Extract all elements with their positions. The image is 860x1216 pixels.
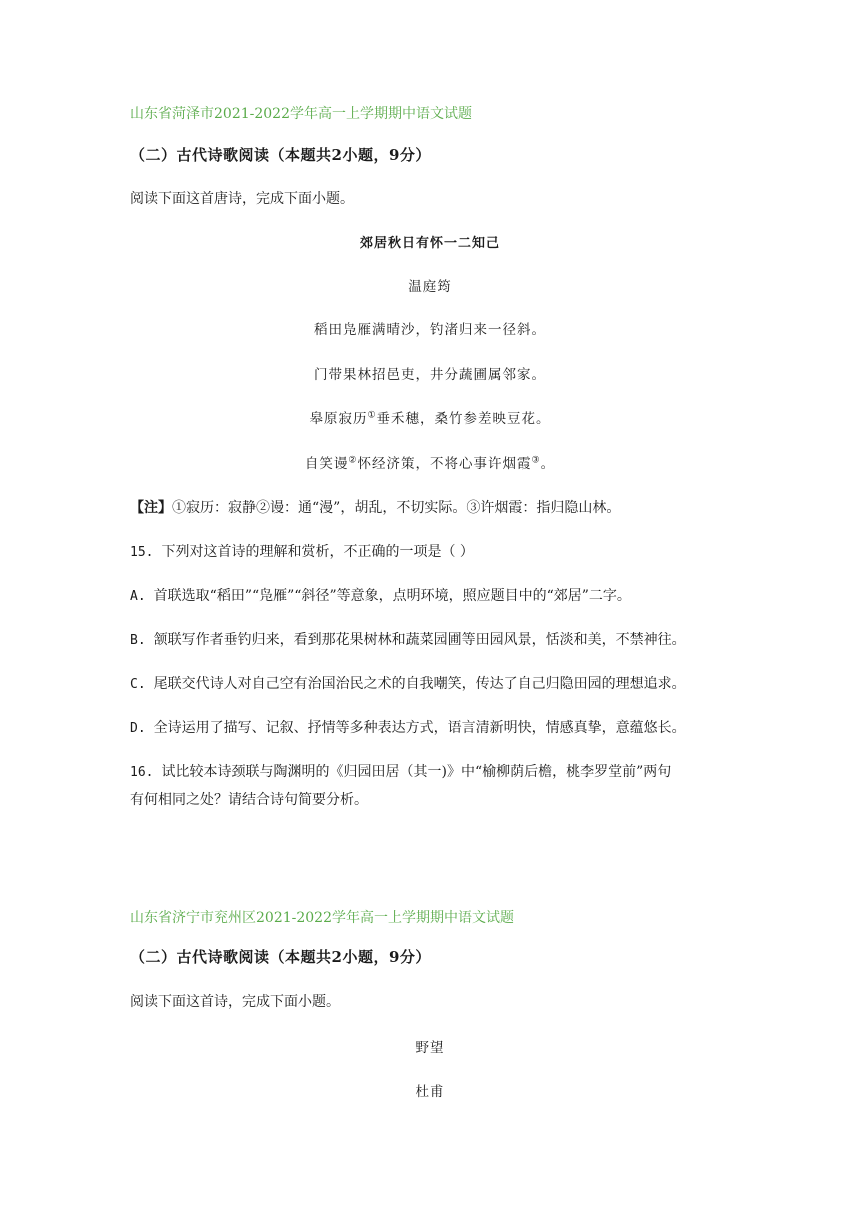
source-line: 山东省菏泽市2021-2022学年高一上学期期中语文试题 bbox=[130, 106, 472, 122]
poem-line: 门带果林招邑吏，井分蔬圃属邻家。 bbox=[314, 367, 546, 383]
poem-line: 稻田凫雁满晴沙，钓渚归来一径斜。 bbox=[314, 322, 546, 338]
option-letter: D. bbox=[130, 721, 146, 736]
poem-author: 温庭筠 bbox=[408, 279, 452, 295]
question-stem: 下列对这首诗的理解和赏析，不正确的一项是（ ） bbox=[161, 544, 474, 560]
option-c bbox=[130, 674, 686, 695]
question-16 bbox=[130, 762, 671, 783]
footnote-marker: ② bbox=[348, 455, 358, 466]
option-letter: C. bbox=[130, 677, 146, 692]
option-b bbox=[130, 630, 686, 651]
poem-title: 郊居秋日有怀一二知己 bbox=[359, 236, 500, 251]
poem-line bbox=[0, 409, 860, 429]
poem-text: 。 bbox=[540, 456, 556, 472]
note-text: ①寂历：寂静②谩：通“漫”，胡乱，不切实际。③许烟霞：指归隐山林。 bbox=[172, 500, 621, 516]
question-stem: 试比较本诗颈联与陶渊明的《归园田居（其一)》中“榆柳荫后檐，桃李罗堂前”两句 bbox=[161, 764, 672, 780]
section-heading: （二）古代诗歌阅读（本题共2小题，9分） bbox=[130, 146, 431, 164]
poem-text: 皋原寂历 bbox=[309, 411, 368, 427]
reading-instruction: 阅读下面这首诗，完成下面小题。 bbox=[130, 994, 340, 1010]
option-text: 首联选取“稻田”“凫雁”“斜径”等意象，点明环境，照应题目中的“郊居”二字。 bbox=[153, 588, 631, 604]
question-15 bbox=[130, 542, 474, 563]
poem-text: 怀经济策，不将心事许烟霞 bbox=[357, 456, 532, 472]
poem-line bbox=[0, 454, 860, 474]
option-letter: B. bbox=[130, 633, 146, 648]
footnote-marker: ① bbox=[367, 410, 377, 421]
question-number: 16. bbox=[130, 765, 154, 780]
option-d bbox=[130, 718, 686, 739]
poem-text: 自笑谩 bbox=[304, 456, 349, 472]
section-heading: （二）古代诗歌阅读（本题共2小题，9分） bbox=[130, 948, 431, 966]
poem-text: 垂禾穗，桑竹参差映豆花。 bbox=[376, 411, 551, 427]
poem-note bbox=[130, 498, 620, 518]
reading-instruction: 阅读下面这首唐诗，完成下面小题。 bbox=[130, 191, 354, 207]
question-16-continued: 有何相同之处？请结合诗句简要分析。 bbox=[130, 792, 368, 808]
option-text: 颔联写作者垂钓归来，看到那花果树林和蔬菜园圃等田园风景，恬淡和美，不禁神往。 bbox=[153, 632, 686, 648]
option-text: 全诗运用了描写、记叙、抒情等多种表达方式，语言清新明快，情感真挚，意蕴悠长。 bbox=[153, 720, 686, 736]
footnote-marker: ③ bbox=[531, 455, 541, 466]
option-a bbox=[130, 586, 631, 607]
option-letter: A. bbox=[130, 589, 146, 604]
option-text: 尾联交代诗人对自己空有治国治民之术的自我嘲笑，传达了自己归隐田园的理想追求。 bbox=[153, 676, 686, 692]
poem-title: 野望 bbox=[415, 1040, 445, 1056]
source-line: 山东省济宁市兖州区2021-2022学年高一上学期期中语文试题 bbox=[130, 910, 514, 926]
poem-author: 杜甫 bbox=[415, 1084, 445, 1100]
note-tag: 【注】 bbox=[130, 500, 172, 516]
question-number: 15. bbox=[130, 545, 154, 560]
